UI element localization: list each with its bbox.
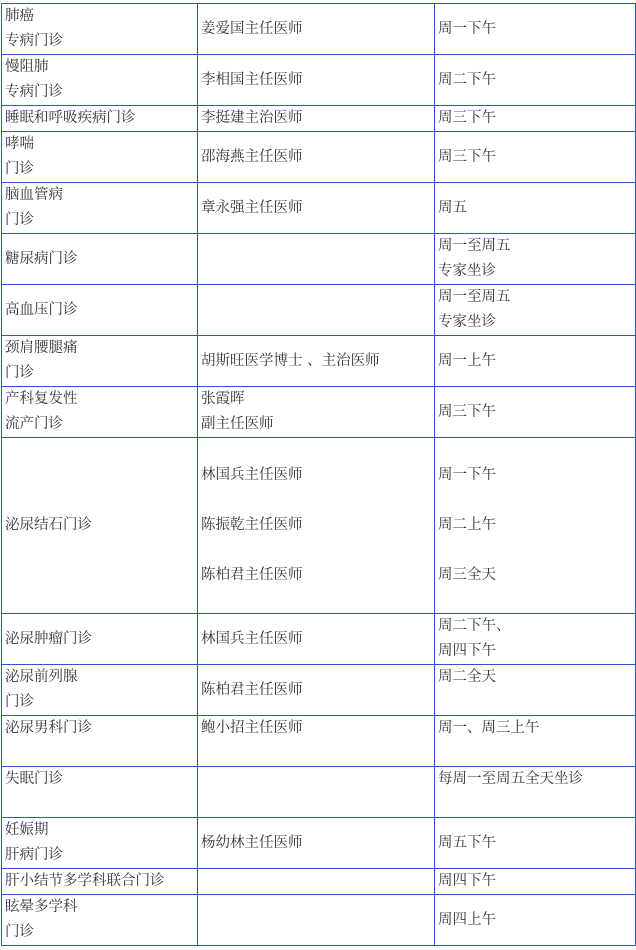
clinic-name-line: 产科复发性 bbox=[5, 391, 78, 407]
doctor-line bbox=[201, 538, 434, 563]
clinic-name-cell bbox=[2, 614, 198, 665]
doctor-cell bbox=[198, 438, 435, 614]
doctor-line: 陈振乾主任医师 bbox=[201, 517, 303, 533]
clinic-name-cell bbox=[2, 132, 198, 183]
doctor-line bbox=[201, 488, 434, 513]
table-row bbox=[2, 285, 636, 336]
doctor-line: 副主任医师 bbox=[201, 416, 274, 432]
time-cell bbox=[435, 55, 636, 106]
clinic-name-cell bbox=[2, 665, 198, 716]
doctor-line: 陈柏君主任医师 bbox=[201, 681, 303, 698]
time-line: 周四下午 bbox=[438, 873, 496, 889]
clinic-name-cell bbox=[2, 895, 198, 946]
time-line bbox=[438, 538, 635, 563]
table-row bbox=[2, 387, 636, 438]
clinic-name-line: 门诊 bbox=[5, 694, 34, 710]
table-row bbox=[2, 818, 636, 869]
doctor-line: 陈柏君主任医师 bbox=[201, 567, 303, 583]
time-line: 专家坐诊 bbox=[438, 263, 496, 279]
time-cell bbox=[435, 895, 636, 946]
doctor-line: 李相国主任医师 bbox=[201, 71, 303, 88]
clinic-name-line: 肝病门诊 bbox=[5, 847, 63, 863]
clinic-name-line: 肺癌 bbox=[5, 8, 34, 24]
time-line: 周二全天 bbox=[438, 669, 496, 685]
time-line: 周一下午 bbox=[438, 467, 496, 483]
doctor-cell bbox=[198, 665, 435, 716]
time-line: 周一、周三上午 bbox=[438, 720, 540, 736]
doctor-cell bbox=[198, 183, 435, 234]
clinic-name-line: 糖尿病门诊 bbox=[5, 250, 78, 267]
clinic-name-line: 哮喘 bbox=[5, 136, 34, 152]
time-cell bbox=[435, 336, 636, 387]
clinic-name-line: 门诊 bbox=[5, 365, 34, 381]
time-line: 周三下午 bbox=[438, 403, 496, 420]
doctor-cell bbox=[198, 895, 435, 946]
schedule-body bbox=[2, 4, 636, 946]
doctor-line: 鲍小招主任医师 bbox=[201, 720, 303, 736]
time-line: 周四上午 bbox=[438, 911, 496, 928]
table-row bbox=[2, 183, 636, 234]
time-cell bbox=[435, 438, 636, 614]
time-cell bbox=[435, 132, 636, 183]
clinic-name-cell bbox=[2, 869, 198, 895]
doctor-line: 林国兵主任医师 bbox=[201, 630, 303, 647]
clinic-name-cell bbox=[2, 183, 198, 234]
clinic-name-line: 门诊 bbox=[5, 924, 34, 940]
time-cell bbox=[435, 767, 636, 818]
clinic-name-line: 失眠门诊 bbox=[5, 771, 63, 787]
clinic-name-line bbox=[5, 741, 197, 766]
time-cell bbox=[435, 285, 636, 336]
clinic-name-line: 流产门诊 bbox=[5, 416, 63, 432]
clinic-name-cell bbox=[2, 106, 198, 132]
clinic-name-line: 妊娠期 bbox=[5, 822, 49, 838]
time-cell bbox=[435, 614, 636, 665]
time-line: 周二下午、 bbox=[438, 618, 511, 634]
clinic-name-line: 专病门诊 bbox=[5, 33, 63, 49]
table-row bbox=[2, 665, 636, 716]
clinic-name-cell bbox=[2, 336, 198, 387]
clinic-name-line: 高血压门诊 bbox=[5, 301, 78, 318]
doctor-line bbox=[201, 741, 434, 766]
doctor-cell bbox=[198, 106, 435, 132]
time-cell bbox=[435, 4, 636, 55]
doctor-line: 章永强主任医师 bbox=[201, 199, 303, 216]
table-row bbox=[2, 438, 636, 614]
clinic-name-cell bbox=[2, 716, 198, 767]
time-line bbox=[438, 690, 635, 715]
time-cell bbox=[435, 665, 636, 716]
table-row bbox=[2, 767, 636, 818]
time-line: 周一上午 bbox=[438, 352, 496, 369]
clinic-name-line: 门诊 bbox=[5, 161, 34, 177]
clinic-name-line: 睡眠和呼吸疾病门诊 bbox=[5, 110, 136, 126]
clinic-name-line: 肝小结节多学科联合门诊 bbox=[5, 873, 165, 889]
clinic-name-line: 脑血管病 bbox=[5, 187, 63, 203]
time-line: 周一至周五 bbox=[438, 238, 511, 254]
doctor-cell bbox=[198, 387, 435, 438]
doctor-line: 邵海燕主任医师 bbox=[201, 148, 303, 165]
time-line: 周一下午 bbox=[438, 20, 496, 37]
clinic-name-cell bbox=[2, 55, 198, 106]
doctor-cell bbox=[198, 285, 435, 336]
table-row bbox=[2, 336, 636, 387]
clinic-schedule-table bbox=[1, 3, 636, 946]
time-line bbox=[438, 792, 635, 817]
time-cell bbox=[435, 387, 636, 438]
doctor-cell bbox=[198, 818, 435, 869]
time-line: 周三下午 bbox=[438, 148, 496, 165]
table-row bbox=[2, 895, 636, 946]
time-cell bbox=[435, 818, 636, 869]
doctor-line: 姜爱国主任医师 bbox=[201, 20, 303, 37]
clinic-name-cell bbox=[2, 767, 198, 818]
clinic-name-cell bbox=[2, 234, 198, 285]
time-line: 周四下午 bbox=[438, 643, 496, 659]
clinic-name-line: 专病门诊 bbox=[5, 84, 63, 100]
clinic-name-line: 泌尿男科门诊 bbox=[5, 720, 92, 736]
clinic-name-line: 慢阻肺 bbox=[5, 59, 49, 75]
clinic-name-line: 泌尿肿瘤门诊 bbox=[5, 630, 92, 647]
doctor-cell bbox=[198, 132, 435, 183]
time-cell bbox=[435, 234, 636, 285]
time-cell bbox=[435, 183, 636, 234]
clinic-name-line: 泌尿前列腺 bbox=[5, 669, 78, 685]
doctor-cell bbox=[198, 55, 435, 106]
doctor-cell bbox=[198, 869, 435, 895]
clinic-name-cell bbox=[2, 438, 198, 614]
doctor-cell bbox=[198, 336, 435, 387]
table-row bbox=[2, 234, 636, 285]
doctor-line: 林国兵主任医师 bbox=[201, 467, 303, 483]
time-line: 每周一至周五全天坐诊 bbox=[438, 771, 583, 787]
time-line: 专家坐诊 bbox=[438, 314, 496, 330]
doctor-cell bbox=[198, 234, 435, 285]
doctor-cell bbox=[198, 614, 435, 665]
clinic-name-cell bbox=[2, 4, 198, 55]
clinic-name-line bbox=[5, 792, 197, 817]
clinic-name-line: 门诊 bbox=[5, 212, 34, 228]
time-cell bbox=[435, 716, 636, 767]
doctor-cell bbox=[198, 4, 435, 55]
table-row bbox=[2, 4, 636, 55]
clinic-name-cell bbox=[2, 818, 198, 869]
table-row bbox=[2, 614, 636, 665]
time-cell bbox=[435, 106, 636, 132]
doctor-cell bbox=[198, 767, 435, 818]
clinic-name-cell bbox=[2, 387, 198, 438]
doctor-line: 胡斯旺医学博士 、主治医师 bbox=[201, 352, 380, 369]
clinic-name-line: 颈肩腰腿痛 bbox=[5, 340, 78, 356]
time-line bbox=[438, 488, 635, 513]
clinic-name-cell bbox=[2, 285, 198, 336]
clinic-name-line: 眩晕多学科 bbox=[5, 899, 78, 915]
doctor-line: 张霞晖 bbox=[201, 391, 245, 407]
table-row bbox=[2, 55, 636, 106]
time-line bbox=[438, 741, 635, 766]
time-line: 周二上午 bbox=[438, 517, 496, 533]
doctor-line: 李挺建主治医师 bbox=[201, 110, 303, 126]
table-row bbox=[2, 869, 636, 895]
time-line: 周三全天 bbox=[438, 567, 496, 583]
clinic-name-line: 泌尿结石门诊 bbox=[5, 517, 92, 533]
time-line: 周五下午 bbox=[438, 834, 496, 851]
time-line: 周一至周五 bbox=[438, 289, 511, 305]
table-row bbox=[2, 132, 636, 183]
table-row bbox=[2, 716, 636, 767]
table-row bbox=[2, 106, 636, 132]
time-line: 周三下午 bbox=[438, 110, 496, 126]
doctor-cell bbox=[198, 716, 435, 767]
time-line: 周二下午 bbox=[438, 71, 496, 88]
time-line: 周五 bbox=[438, 199, 467, 216]
time-cell bbox=[435, 869, 636, 895]
doctor-line: 杨幼林主任医师 bbox=[201, 834, 303, 851]
